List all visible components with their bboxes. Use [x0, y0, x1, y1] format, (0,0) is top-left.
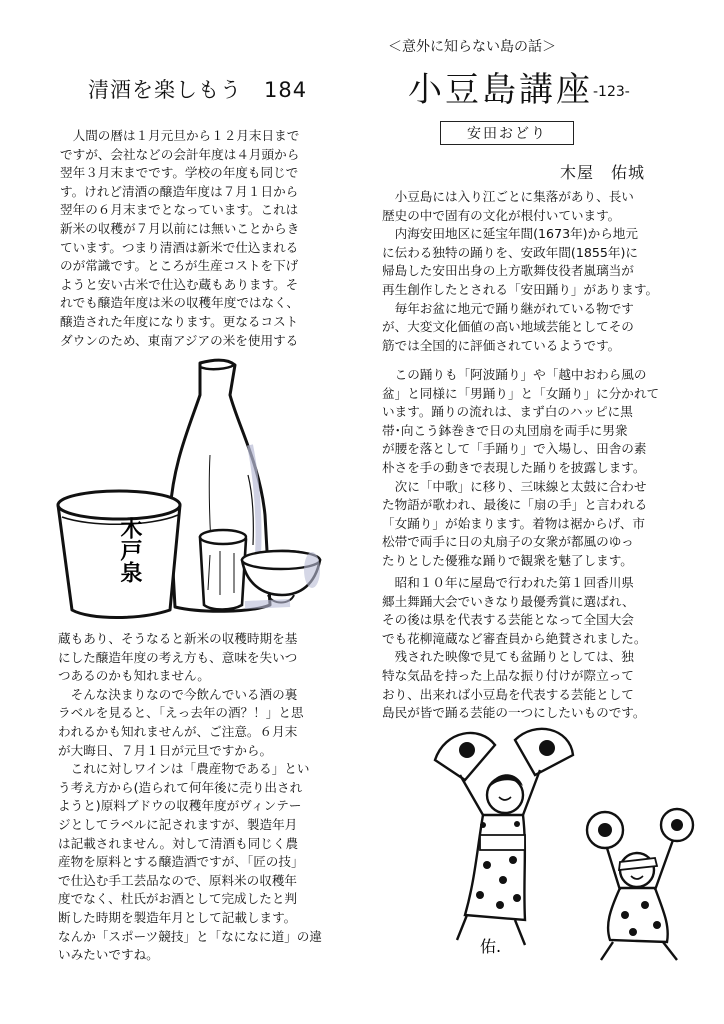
right-paragraph-2: この踊りも「阿波踊り」や「越中おわら風の 盆」と同様に「男踊り」と「女踊り」に分かれて います。踊りの流れは、まず白のハッピに黒 帯･向こう鉢巻きで日の丸団扇を両手に男衆 が腰を落として「手踊り」で入場し、田舎の素 朴さを手の動きで表現した踊りを披露します。 次に「中歌」に移り、三味線と太鼓に合わせ た物語が歌われ、最後に「扇の手」と言われる 「女踊り」が始まります。着物は裾からげ、市 松帯で両手に日の丸扇子の女衆が都風のゆっ たりとした優雅な踊りで観衆を魅了します。 [382, 367, 660, 568]
left-column-title [88, 74, 307, 104]
series-header: ＜意外に知らない島の話＞ [388, 39, 556, 55]
article-subtitle-box [440, 121, 574, 145]
author-name: 木屋 佑城 [560, 163, 646, 182]
article-title: 小豆島講座 [408, 70, 593, 110]
article-number: -123- [593, 84, 630, 100]
right-paragraph-3: 昭和１０年に屋島で行われた第１回香川県 郷土舞踊大会でいきなり最優秀賞に選ばれ、 その後は県を代表する芸能となって全国大会 でも花柳滝蔵など審査員から絶賛されました。 残された映像で見ても盆踊りとしては、独 特な気品を持った上品な振り付けが際立って おり、出来れば小豆島を代表する芸能として 島民が皆で踊る芸能の一つにしたいものです。 [382, 575, 647, 721]
sake-bottle-illustration [50, 355, 340, 630]
right-paragraph-1: 小豆島には入り江ごとに集落があり、長い 歴史の中で固有の文化が根付いています。 内海安田地区に延宝年間(1673年)から地元 に伝わる独特の踊りを、安政年間(1855年)に 帰島した安田出身の上方歌舞伎役者嵐璃当が 再生創作したとされる「安田踊り」があります。 毎年お盆に地元で踊り継がれている物です が、大変文化価値の高い地域芸能としてその 筋では全国的に評価されているようです。 [382, 189, 659, 353]
left-title-text: 清酒を楽しもう [88, 78, 242, 102]
illustrator-signature: 佑. [480, 937, 502, 956]
dancers-illustration [405, 720, 695, 965]
left-paragraph-1: 人間の暦は１月元旦から１２月末日まで ですが、会社などの会計年度は４月頭から 翌年３月末までです。学校の年度も同じで す。けれど清酒の醸造年度は７月１日から 翌年の６月末までとなっています。これは 新米の収穫が７月以前には無いことからき ています。つまり清酒は新米で仕込まれる のが常識です。ところが生産コストを下げ ようと安い古米で仕込む蔵もあります。そ れでも醸造年度は米の収穫年度ではなく、 醸造された年度になります。更なるコスト ダウンのため、東南アジアの米を使用する [60, 128, 300, 348]
cup-label-text: 木戸泉 [117, 517, 143, 583]
article-subtitle: 安田おどり [467, 126, 547, 142]
left-paragraph-2: 蔵もあり、そうなると新米の収穫時期を基 にした醸造年度の考え方も、意味を失いつ つあるのかも知れません。 そんな決まりなので今飲んでいる酒の裏 ラベルを見ると、「えっ去年の酒？！」と思 われるかも知れませんが、ご注意。６月末 が大晦日、７月１日が元旦ですから。 これに対しワインは「農産物である」とい う考え方から(造られて何年後に売り出され ようと)原料ブドウの収穫年度がヴィンテー ジとしてラベルに記されますが、製造年月 は記載されません。対して清酒も同じく農 産物を原料とする醸造酒ですが、「匠の技」 で仕込む手工芸品なので、原料米の収穫年 度でなく、杜氏がお酒として完成したと判 断した時期を製造年月として記載します。 なんか「スポーツ競技」と「なになに道」の違 いみたいですね。 [58, 631, 322, 963]
left-title-number: 184 [264, 78, 308, 102]
